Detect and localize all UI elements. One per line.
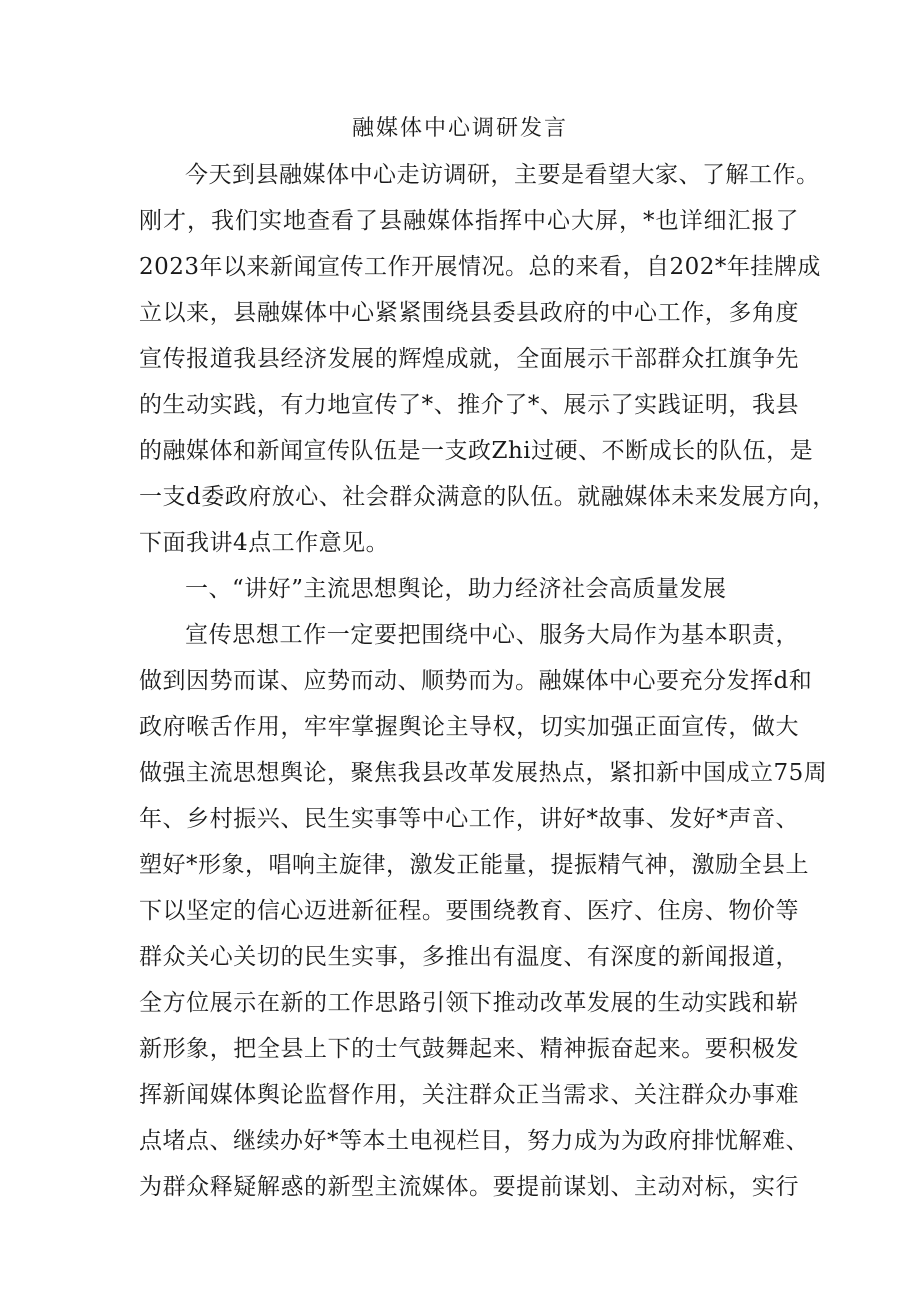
paragraph-line: 挥新闻媒体舆论监督作用，关注群众正当需求、关注群众办事难 — [139, 1082, 799, 1108]
paragraph-line: 下面我讲4点工作意见。 — [139, 530, 390, 556]
paragraph-line: 宣传报道我县经济发展的辉煌成就，全面展示干部群众扛旗争先 — [139, 346, 799, 372]
paragraph-line: 群众关心关切的民生实事，多推出有温度、有深度的新闻报道， — [139, 944, 799, 970]
paragraph-line: 政府喉舌作用，牢牢掌握舆论主导权，切实加强正面宣传，做大 — [139, 714, 799, 740]
paragraph-line: 做到因势而谋、应势而动、顺势而为。融媒体中心要充分发挥d和 — [139, 668, 813, 694]
paragraph-line: 刚才，我们实地查看了县融媒体指挥中心大屏，*也详细汇报了 — [139, 208, 799, 234]
section-heading: 一、“讲好”主流思想舆论，助力经济社会高质量发展 — [185, 576, 727, 602]
paragraph-line: 全方位展示在新的工作思路引领下推动改革发展的生动实践和崭 — [139, 990, 799, 1016]
paragraph-line: 的生动实践，有力地宣传了*、推介了*、展示了实践证明，我县 — [139, 392, 799, 418]
paragraph-line: 下以坚定的信心迈进新征程。要围绕教育、医疗、住房、物价等 — [139, 898, 799, 924]
paragraph-line: 的融媒体和新闻宣传队伍是一支政Zhi过硬、不断成长的队伍，是 — [139, 438, 814, 464]
paragraph-line: 塑好*形象，唱响主旋律，激发正能量，提振精气神，激励全县上 — [139, 852, 809, 878]
paragraph-line: 为群众释疑解惑的新型主流媒体。要提前谋划、主动对标，实行 — [139, 1174, 799, 1200]
document-title: 融媒体中心调研发言 — [351, 116, 568, 141]
paragraph-line: 2023年以来新闻宣传工作开展情况。总的来看，自202*年挂牌成 — [139, 254, 821, 280]
paragraph-line: 立以来，县融媒体中心紧紧围绕县委县政府的中心工作，多角度 — [139, 300, 799, 326]
paragraph-line: 点堵点、继续办好*等本土电视栏目，努力成为为政府排忧解难、 — [139, 1128, 809, 1154]
paragraph-line: 一支d委政府放心、社会群众满意的队伍。就融媒体未来发展方向， — [139, 484, 836, 510]
paragraph-line: 年、乡村振兴、民生实事等中心工作，讲好*故事、发好*声音、 — [139, 806, 799, 832]
paragraph-line: 宣传思想工作一定要把围绕中心、服务大局作为基本职责， — [185, 622, 799, 648]
paragraph-line: 今天到县融媒体中心走访调研，主要是看望大家、了解工作。 — [185, 162, 820, 188]
paragraph-line: 新形象，把全县上下的士气鼓舞起来、精神振奋起来。要积极发 — [139, 1036, 799, 1062]
paragraph-line: 做强主流思想舆论，聚焦我县改革发展热点，紧扣新中国成立75周 — [139, 760, 828, 786]
